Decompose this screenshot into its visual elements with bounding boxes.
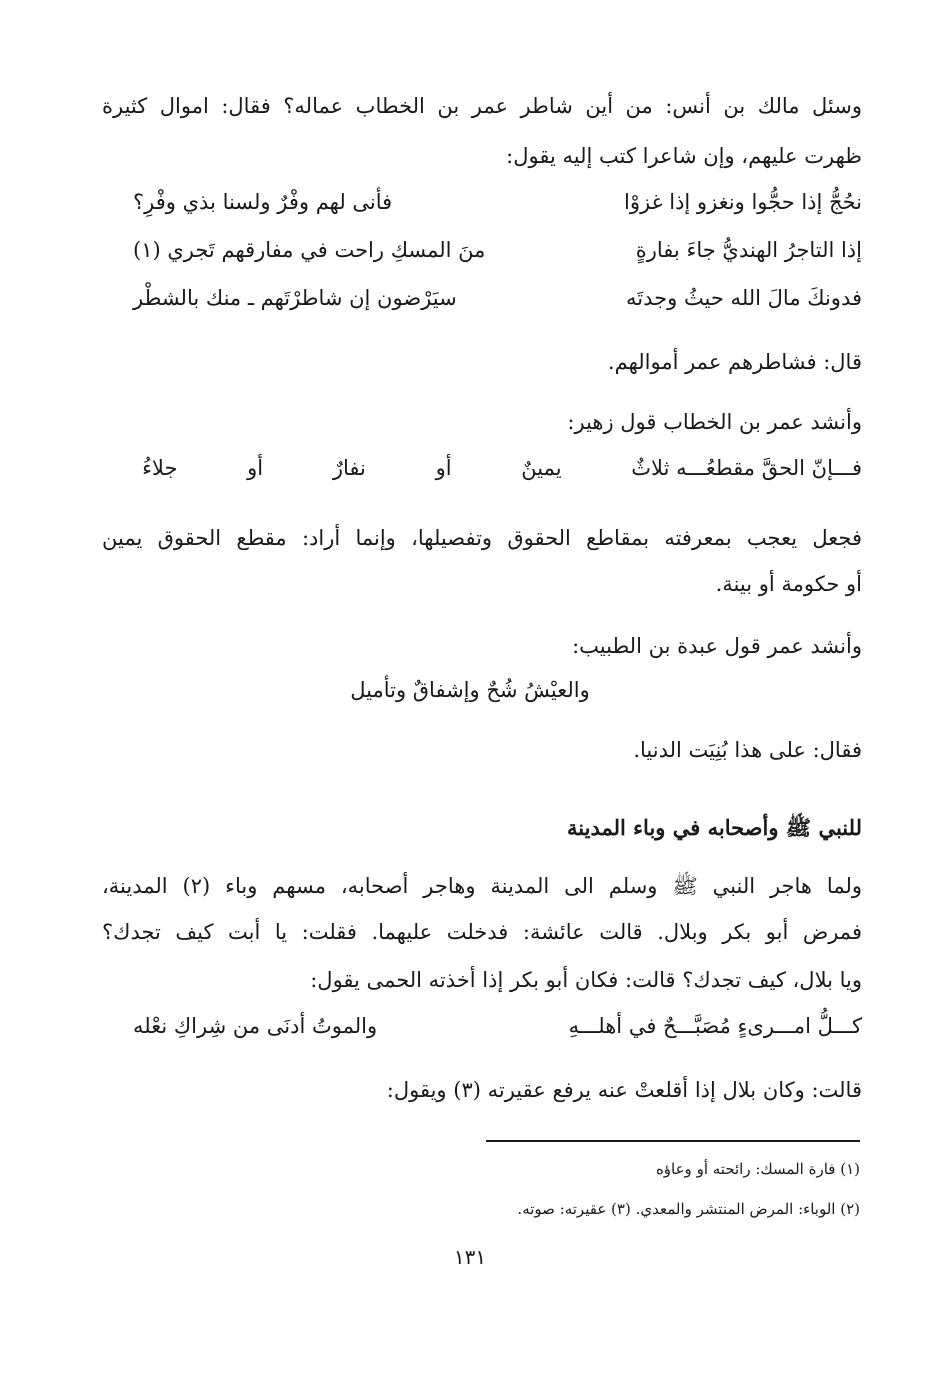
verse-zuhair-part-4: نفارٌ — [332, 456, 366, 480]
page-number: ١٣١ — [453, 1245, 487, 1269]
verse-zuhair-part-1: فـــإنّ الحقَّ مقطعُـــه ثلاثٌ — [631, 456, 862, 480]
verse-abubakr-second: والموتُ أدنَى من شِراكِ نعْله — [133, 1014, 378, 1038]
paragraph-1-line-2: ظهرت عليهم، وإن شاعرا كتب إليه يقول: — [506, 144, 862, 168]
intro-abda: وأنشد عمر قول عبدة بن الطبيب: — [572, 634, 862, 658]
paragraph-2-line-2: أو حكومة أو بينة. — [715, 572, 862, 596]
paragraph-1-line-1: وسئل مالك بن أنس: من أين شاطر عمر بن الخطاب عماله؟ فقال: اموال كثيرة — [102, 94, 862, 118]
poem-1-verse-3-first: فدونكَ مالَ الله حيثُ وجدتَه — [626, 286, 862, 310]
verse-zuhair-part-6: جلاءُ — [142, 456, 178, 480]
verse-zuhair-part-3: أو — [435, 456, 452, 480]
verse-abubakr-first: كـــلُّ امـــرىءٍ مُصَبَّـــحٌ في أهلـــهِ — [568, 1014, 862, 1038]
poem-1-verse-2-first: إذا التاجرُ الهنديُّ جاءَ بفارةٍ — [635, 238, 862, 262]
paragraph-3-line-1: ولما هاجر النبي ﷺ وسلم الى المدينة وهاجر أصحابه، مسهم وباء (٢) المدينة، — [102, 874, 863, 898]
paragraph-3-line-2: فمرض أبو بكر وبلال. قالت عائشة: فدخلت عليهما. فقلت: يا أبت كيف تجدك؟ — [102, 920, 862, 944]
verse-abda: والعيْشُ شُحٌ وإشفاقٌ وتأميل — [350, 678, 590, 702]
poem-1-verse-2-second: منَ المسكِ راحت في مفارقهم تَجري (١) — [133, 238, 486, 262]
intro-zuhair: وأنشد عمر بن الخطاب قول زهير: — [567, 410, 862, 434]
footnote-1: (١) فارة المسك: رائحته أو وعاؤه — [655, 1160, 860, 1178]
paragraph-2-line-1: فجعل يعجب بمعرفته بمقاطع الحقوق وتفصيلها، وإنما أراد: مقطع الحقوق يمين — [102, 526, 862, 550]
paragraph-3-line-3: ويا بلال، كيف تجدك؟ قالت: فكان أبو بكر إذا أخذته الحمى يقول: — [310, 968, 862, 992]
line-dunya: فقال: على هذا بُنِيَت الدنيا. — [633, 738, 862, 762]
line-shatarahum: قال: فشاطرهم عمر أموالهم. — [607, 350, 862, 374]
poem-1-verse-1-second: فأنى لهم وفْرٌ ولسنا بذي وفْرِ؟ — [133, 190, 393, 214]
poem-1-verse-3-second: سيَرْضون إن شاطرْتَهم ـ منك بالشطْر — [133, 286, 457, 310]
line-bilal: قالت: وكان بلال إذا أقلعتْ عنه يرفع عقيرته (٣) ويقول: — [386, 1078, 862, 1102]
verse-zuhair-part-2: يمينٌ — [521, 456, 562, 480]
footnote-2: (٢) الوباء: المرض المنتشر والمعدي. (٣) عقيرته: صوته. — [517, 1200, 860, 1218]
verse-zuhair — [142, 448, 862, 488]
footnote-divider — [486, 1140, 860, 1142]
poem-1-verse-1-first: نحُجُّ إذا حجُّوا ونغزو إذا غزوْا — [624, 190, 862, 214]
verse-zuhair-part-5: أو — [247, 456, 264, 480]
section-heading: للنبي ﷺ وأصحابه في وباء المدينة — [567, 815, 862, 840]
